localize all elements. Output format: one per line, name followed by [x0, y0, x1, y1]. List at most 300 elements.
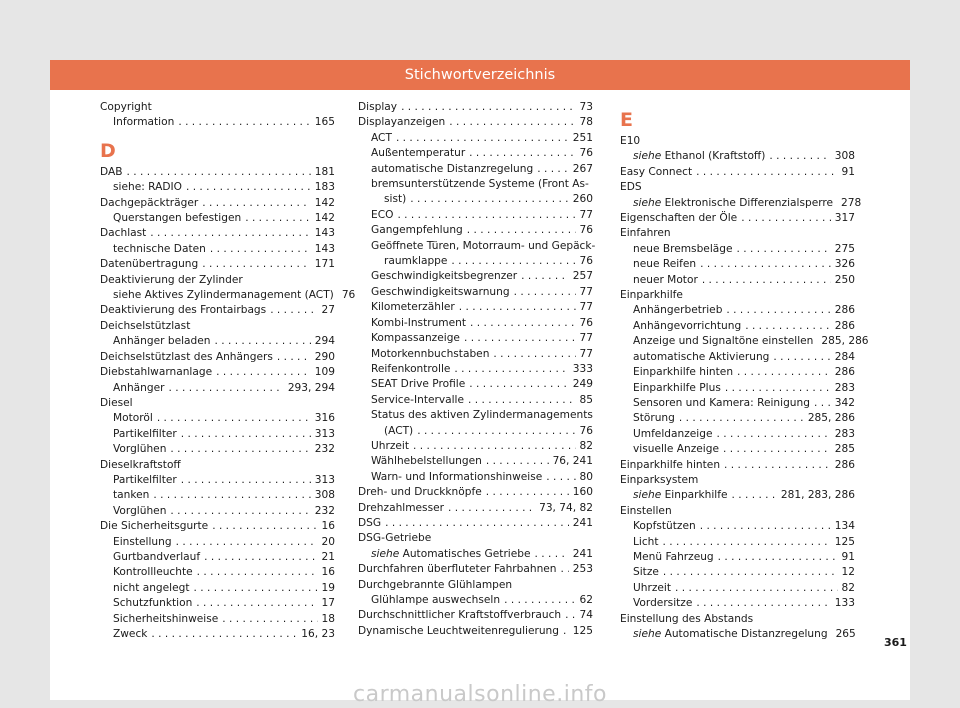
see-reference: siehe: [633, 150, 662, 163]
entry-text: Geschwindigkeitsbegrenzer: [371, 270, 518, 283]
dot-leader: [459, 300, 576, 315]
entry-text: ACT: [371, 131, 392, 144]
entry-text: Elektronische Differenzialsperre: [664, 196, 834, 209]
index-entry: [100, 196, 335, 211]
entry-text: Dreh- und Druckknöpfe: [358, 486, 482, 499]
entry-page: 74: [579, 609, 593, 622]
entry-term: [371, 331, 460, 346]
entry-term: [633, 535, 659, 550]
index-entry: [620, 334, 869, 349]
watermark: carmanualsonline.info: [353, 681, 607, 707]
index-entry: [358, 454, 593, 469]
entry-page: 133: [834, 597, 855, 610]
entry-text: Anhängerbetrieb: [633, 304, 723, 317]
entry-text: Die Sicherheitsgurte: [100, 520, 209, 533]
index-entry: [100, 211, 335, 226]
see-reference: siehe: [371, 547, 400, 560]
entry-text: Datenübertragung: [100, 258, 199, 271]
entry-text: Partikelfilter: [113, 427, 177, 440]
entry-page: 241: [572, 516, 593, 529]
entry-page: 285, 286: [807, 412, 855, 425]
entry-text: Glühlampe auswechseln: [371, 594, 501, 606]
entry-term: [358, 115, 445, 130]
index-entry: [100, 535, 335, 550]
index-entry: [100, 257, 335, 272]
entry-page: 333: [572, 362, 593, 375]
dot-leader: [168, 381, 283, 396]
index-entry: [358, 254, 593, 269]
dot-leader: [212, 519, 317, 534]
entry-text: Information: [113, 116, 175, 129]
dot-leader: [245, 211, 311, 226]
entry-text: Sitze: [633, 566, 659, 579]
dot-leader: [197, 565, 318, 580]
entry-text: Displayanzeigen: [358, 116, 446, 129]
entry-term: [358, 516, 381, 531]
entry-text: Display: [358, 101, 398, 113]
entry-term: [113, 211, 241, 226]
entry-term: [384, 192, 406, 207]
index-entry: [620, 411, 855, 426]
index-entry: [358, 608, 593, 623]
entry-page: 76, 241: [552, 455, 593, 468]
index-entry: [358, 593, 593, 608]
entry-text: Eigenschaften der Öle: [620, 212, 738, 225]
dot-leader: [565, 608, 575, 623]
entry-page: 76: [341, 289, 356, 302]
index-entry: [100, 550, 335, 565]
dot-leader: [467, 223, 576, 238]
dot-leader: [196, 596, 317, 611]
index-entry: [100, 350, 335, 365]
entry-term: [100, 365, 212, 380]
dot-leader: [563, 624, 569, 639]
entry-term: [371, 593, 500, 608]
entry-term: [633, 350, 769, 365]
dot-leader: [181, 427, 311, 442]
index-entry: [100, 242, 335, 257]
index-heading: Einparksystem: [620, 473, 699, 486]
index-entry: [358, 377, 593, 392]
entry-text: Deaktivierung des Frontairbags: [100, 304, 267, 317]
dot-leader: [696, 165, 837, 180]
dot-leader: [153, 488, 310, 503]
entry-text: Einstellung: [113, 535, 172, 548]
dot-leader: [723, 442, 831, 457]
entry-page: 281, 283, 286: [780, 489, 855, 502]
entry-text: Kontrollleuchte: [113, 566, 193, 579]
entry-text: Deichselstützlast des Anhängers: [100, 350, 273, 363]
index-column-1: [100, 100, 356, 642]
entry-text: tanken: [113, 489, 150, 502]
index-heading: Durchgebrannte Glühlampen: [358, 578, 513, 591]
entry-page: 290: [314, 350, 335, 363]
index-entry: [100, 488, 335, 503]
entry-text: Warn- und Informationshinweise: [371, 470, 543, 483]
index-heading: Status des aktiven Zylindermanagements: [371, 409, 593, 422]
dot-leader: [178, 115, 310, 130]
entry-text: Kompassanzeige: [371, 332, 460, 345]
entry-term: [633, 319, 741, 334]
index-heading: DSG-Getriebe: [358, 532, 432, 545]
dot-leader: [410, 192, 568, 207]
index-entry: [620, 627, 855, 642]
entry-page: 286: [834, 319, 855, 332]
entry-term: [113, 565, 193, 580]
index-entry: [100, 165, 335, 180]
dot-leader: [181, 473, 311, 488]
dot-leader: [469, 146, 575, 161]
entry-term: [358, 608, 561, 623]
entry-term: [100, 519, 208, 534]
entry-term: [371, 347, 489, 362]
entry-page: 16: [321, 566, 335, 579]
entry-page: 21: [321, 550, 335, 563]
entry-text: Geschwindigkeitswarnung: [371, 285, 510, 298]
entry-term: [113, 504, 166, 519]
entry-page: 73, 74, 82: [539, 501, 593, 514]
entry-page: 342: [834, 396, 855, 409]
dot-leader: [449, 115, 575, 130]
entry-text: Gangempfehlung: [371, 224, 463, 237]
entry-term: [113, 550, 200, 565]
entry-page: 91: [841, 550, 855, 563]
index-entry: [358, 501, 593, 516]
entry-page: 171: [314, 258, 335, 271]
see-reference: siehe: [633, 489, 662, 502]
entry-text: Sensoren und Kamera: Reinigung: [633, 396, 810, 409]
dot-leader: [464, 331, 576, 346]
entry-page: 326: [834, 258, 855, 271]
dot-leader: [663, 535, 831, 550]
entry-page: 80: [579, 470, 593, 483]
index-entry: [358, 100, 593, 115]
entry-page: 77: [579, 332, 593, 345]
entry-page: 232: [314, 504, 335, 517]
entry-page: 125: [834, 535, 855, 548]
dot-leader: [469, 377, 569, 392]
entry-page: 293, 294: [287, 381, 335, 394]
index-entry: [100, 334, 335, 349]
entry-term: [113, 442, 166, 457]
entry-term: [371, 146, 465, 161]
entry-term: [371, 269, 517, 284]
index-entry: [358, 192, 593, 207]
entry-term: [633, 627, 828, 642]
index-entry: [358, 269, 593, 284]
entry-text: Anhänger beladen: [113, 335, 211, 348]
index-entry: [100, 115, 335, 130]
entry-text: Vordersitze: [633, 597, 693, 610]
entry-text: Querstangen befestigen: [113, 212, 242, 225]
index-entry: [100, 180, 335, 195]
entry-page: 283: [834, 427, 855, 440]
entry-term: [371, 439, 409, 454]
index-heading: Einfahren: [620, 227, 671, 240]
entry-term: [371, 223, 463, 238]
index-heading: Deichselstützlast: [100, 319, 191, 332]
dot-leader: [546, 470, 575, 485]
entry-page: 20: [321, 535, 335, 548]
section-header: [50, 60, 910, 90]
index-entry: [100, 288, 356, 303]
index-entry: [620, 257, 855, 272]
index-entry: [100, 411, 335, 426]
see-reference: siehe: [633, 628, 662, 640]
index-entry: [358, 162, 593, 177]
entry-page: 82: [579, 439, 593, 452]
dot-leader: [679, 411, 804, 426]
entry-term: [358, 624, 559, 639]
dot-leader: [216, 365, 311, 380]
dot-leader: [724, 458, 831, 473]
entry-page: 286: [834, 458, 855, 471]
entry-text: sist): [384, 193, 407, 206]
entry-text: Automatisches Getriebe: [402, 547, 531, 560]
entry-page: 257: [572, 270, 593, 283]
index-entry: [100, 473, 335, 488]
entry-term: [371, 377, 465, 392]
entry-term: [633, 149, 765, 164]
entry-page: 109: [314, 366, 335, 379]
entry-term: [113, 581, 190, 596]
dot-leader: [401, 100, 575, 115]
entry-text: Kopfstützen: [633, 520, 696, 533]
index-entry: [620, 211, 855, 226]
index-entry: [358, 208, 593, 223]
dot-leader: [504, 593, 575, 608]
index-heading: Geöffnete Türen, Motorraum- und Gepäck-: [371, 239, 596, 252]
entry-text: Schutzfunktion: [113, 597, 193, 610]
dot-leader: [663, 565, 838, 580]
dot-leader: [170, 442, 310, 457]
entry-page: 251: [572, 131, 593, 144]
dot-leader: [127, 165, 311, 180]
dot-leader: [157, 411, 311, 426]
entry-page: 78: [579, 116, 593, 129]
index-entry: [620, 458, 855, 473]
index-heading: Copyright: [100, 101, 152, 113]
dot-leader: [454, 362, 568, 377]
index-entry: [620, 519, 855, 534]
dot-leader: [537, 162, 569, 177]
entry-text: DAB: [100, 165, 123, 178]
entry-page: 125: [572, 624, 593, 637]
index-column-3: [620, 100, 869, 642]
dot-leader: [716, 427, 830, 442]
entry-text: siehe: RADIO: [113, 181, 182, 194]
entry-term: [633, 257, 696, 272]
index-entry: [620, 165, 855, 180]
entry-term: [633, 242, 733, 257]
entry-term: [113, 288, 334, 303]
entry-text: automatische Distanzregelung: [371, 162, 534, 175]
entry-term: [371, 393, 464, 408]
index-heading: bremsunterstützende Systeme (Front As-: [371, 178, 589, 191]
entry-term: [113, 411, 153, 426]
dot-leader: [514, 285, 576, 300]
entry-term: [633, 334, 813, 349]
entry-text: ECO: [371, 208, 394, 221]
entry-term: [371, 131, 392, 146]
index-entry: [358, 439, 593, 454]
index-entry: [100, 627, 335, 642]
entry-term: [633, 365, 733, 380]
index-entry: [100, 519, 335, 534]
index-entry: [100, 381, 335, 396]
dot-leader: [396, 131, 569, 146]
entry-term: [633, 519, 696, 534]
index-entry: [358, 131, 593, 146]
dot-leader: [814, 396, 831, 411]
index-heading: Diesel: [100, 396, 133, 409]
entry-text: Einparkhilfe hinten: [620, 458, 721, 471]
dot-leader: [210, 242, 311, 257]
entry-text: Dachlast: [100, 227, 147, 240]
dot-leader: [702, 273, 831, 288]
entry-text: Durchfahren überfluteter Fahrbahnen: [358, 563, 557, 576]
page-number: 361: [884, 636, 907, 649]
entry-text: visuelle Anzeige: [633, 443, 719, 456]
entry-page: 275: [834, 242, 855, 255]
entry-page: 241: [572, 547, 593, 560]
entry-page: 12: [841, 566, 855, 579]
index-entry: [100, 581, 335, 596]
entry-page: 283: [834, 381, 855, 394]
entry-term: [358, 485, 482, 500]
entry-page: 253: [572, 563, 593, 576]
entry-page: 249: [572, 378, 593, 391]
dot-leader: [176, 535, 318, 550]
index-entry: [358, 562, 593, 577]
index-entry: [358, 624, 593, 639]
entry-term: [113, 535, 172, 550]
dot-leader: [413, 439, 576, 454]
entry-term: [113, 180, 182, 195]
index-entry: [358, 516, 593, 531]
entry-term: [620, 211, 737, 226]
entry-term: [358, 100, 397, 115]
entry-term: [113, 627, 147, 642]
index-entry: [620, 149, 855, 164]
index-entry: [620, 303, 855, 318]
entry-text: Dachgepäckträger: [100, 196, 199, 209]
index-entry: [358, 146, 593, 161]
entry-term: [371, 285, 510, 300]
dot-leader: [202, 257, 311, 272]
entry-page: 284: [834, 350, 855, 363]
entry-page: 91: [841, 165, 855, 178]
dot-leader: [718, 550, 838, 565]
dot-leader: [493, 347, 575, 362]
entry-term: [371, 547, 531, 562]
entry-term: [113, 612, 218, 627]
dot-leader: [214, 334, 310, 349]
index-heading: Einstellen: [620, 504, 672, 517]
entry-text: Zweck: [113, 628, 148, 640]
index-entry: [620, 581, 855, 596]
dot-leader: [151, 627, 297, 642]
entry-page: 76: [579, 316, 593, 329]
entry-page: 77: [579, 208, 593, 221]
entry-text: Kilometerzähler: [371, 301, 455, 314]
entry-page: 232: [314, 443, 335, 456]
index-heading: Deaktivierung der Zylinder: [100, 273, 243, 286]
entry-text: Uhrzeit: [371, 439, 409, 452]
dot-leader: [277, 350, 311, 365]
index-entry: [100, 504, 335, 519]
entry-text: Außentemperatur: [371, 147, 466, 160]
entry-page: 316: [314, 412, 335, 425]
dot-leader: [486, 485, 569, 500]
entry-page: 142: [314, 212, 335, 225]
dot-leader: [448, 501, 535, 516]
entry-text: Vorglühen: [113, 504, 167, 517]
entry-term: [384, 254, 447, 269]
index-letter-heading: D: [100, 139, 116, 162]
index-entry: [358, 470, 593, 485]
dot-leader: [700, 257, 831, 272]
entry-text: DSG: [358, 516, 382, 529]
index-entry: [620, 350, 855, 365]
entry-page: 142: [314, 196, 335, 209]
index-entry: [620, 365, 855, 380]
entry-page: 181: [314, 165, 335, 178]
dot-leader: [150, 226, 310, 241]
entry-term: [358, 562, 557, 577]
entry-page: 294: [314, 335, 335, 348]
index-entry: [358, 424, 593, 439]
index-entry: [358, 285, 593, 300]
entry-page: 286: [834, 304, 855, 317]
entry-text: (ACT): [384, 424, 414, 437]
entry-text: Gurtbandverlauf: [113, 550, 201, 563]
entry-text: neue Bremsbeläge: [633, 242, 733, 255]
index-heading: Einstellung des Abstands: [620, 612, 754, 625]
entry-text: Reifenkontrolle: [371, 362, 451, 375]
entry-term: [100, 257, 198, 272]
entry-term: [100, 196, 198, 211]
entry-text: Motorkennbuchstaben: [371, 347, 490, 360]
dot-leader: [725, 381, 831, 396]
entry-text: Vorglühen: [113, 443, 167, 456]
index-entry: [358, 547, 593, 562]
entry-text: Kombi-Instrument: [371, 316, 466, 329]
index-letter-heading: E: [620, 109, 633, 131]
index-entry: [100, 303, 335, 318]
entry-term: [633, 381, 721, 396]
dot-leader: [170, 504, 310, 519]
entry-term: [620, 458, 720, 473]
entry-page: 18: [321, 612, 335, 625]
index-entry: [620, 381, 855, 396]
dot-leader: [417, 424, 575, 439]
entry-page: 250: [834, 273, 855, 286]
index-entry: [620, 442, 855, 457]
entry-page: 76: [579, 424, 593, 437]
entry-text: siehe Aktives Zylindermanagement (ACT): [113, 289, 334, 302]
entry-term: [113, 381, 164, 396]
dot-leader: [468, 393, 576, 408]
dot-leader: [773, 350, 830, 365]
entry-term: [633, 411, 675, 426]
index-entry: [100, 612, 335, 627]
entry-text: Einparkhilfe Plus: [633, 381, 721, 394]
entry-page: 85: [579, 393, 593, 406]
dot-leader: [737, 242, 831, 257]
index-entry: [620, 550, 855, 565]
index-entry: [620, 242, 855, 257]
